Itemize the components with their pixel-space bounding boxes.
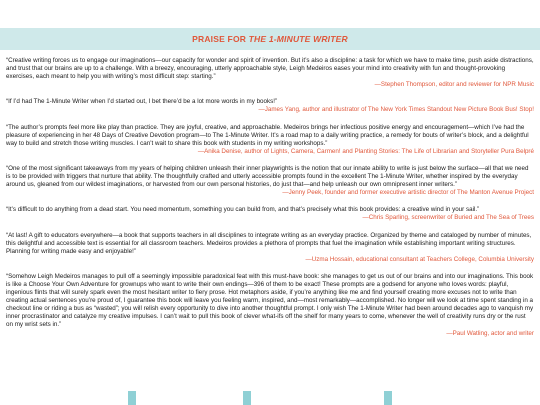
quote-attribution: —Chris Sparling, screenwriter of Buried and The Sea of Trees <box>362 214 534 222</box>
quote-text: “The author’s prompts feel more like play than practice. They are joyful, creative, and approachable. Medeiros brings her infectious positive energy and encouragement—which I’ve had the pleasure of experiencing in her 48 Days of Creative Devotion program—to The 1-Minute Writer. It’s a road map to a daily writing practice, a remedy for bouts of writer’s block, and a delightful way to build and stretch those writing muscles. I can’t wait to share this book with students in my writing workshops.” <box>6 123 529 147</box>
decorative-bar <box>128 391 136 405</box>
quote-text: “Creative writing forces us to engage our imaginations—our capacity for wonder and spirit of invention. But it’s also a discipline: a task for which we have to make time, push aside distractions, and trust that our brains are up to a challenge. With a breezy, encouraging, utterly approachable style, Leigh Medeiros eases your mind into creativity with fun and thought-provoking exercises, each meant to help you with writing’s most difficult step: starting.” <box>6 57 534 81</box>
quote-text: “One of the most significant takeaways from my years of helping children unleash their inner playwrights is the notion that our innate ability to write is just below the surface—all that we need is to be provided with triggers that nurture that ability. The thoughtfully crafted and utterly accessible prompts found in the excellent The 1-Minute Writer, whether inspired by the everyday around us, gleaned from our wildest imaginations, or harvested from our own personal histories, do just that—and help unleash our own omnipresent inner writers.” <box>6 164 529 189</box>
quote-attribution: —Stephen Thompson, editor and reviewer for NPR Music <box>374 81 534 89</box>
decorative-bar <box>243 391 251 405</box>
banner-title: THE 1-MINUTE WRITER <box>248 34 348 44</box>
quote-attribution: —Uzma Hossain, educational consultant at Teachers College, Columbia University <box>305 255 534 263</box>
quote-attribution: —Jenny Peek, founder and former executive artistic director of The Manton Avenue Project <box>282 189 534 197</box>
banner-prefix: PRAISE FOR <box>192 34 247 44</box>
quote-text: “Somehow Leigh Medeiros manages to pull off a seemingly impossible paradoxical feat with this must-have book: she manages to get us out of our brains and into our imaginations. This book is like a Choose Your Own Adventure for grownups who want to write their own endings—396 of them to be exact! These prompts are a godsend for anyone who loves words: playful, ingenious flints that will surely spark even the most hesitant writer to fiery prose. Hot metaphors aside, if you’re anything like me and find yourself creating more excuses not to write than creating actual sentences you’re proud of, I guarantee this book will leave you feeling warm, inspired, and—most remarkably—accomplished. No longer will we look at time spent standing in a checkout line or riding a bus as “wasted”; you will relish every opportunity to dive into another thoughtful prompt. I only wish The 1-Minute Writer had been around decades ago to vanquish my inner procrastinator and catalyze my creative impulses. I can’t wait to pull this book of clever what-ifs off the shelf for many years to come, whenever the well of creativity runs dry or the rust on my wrist sets in.” <box>6 272 534 329</box>
quote-text: “It’s difficult to do anything from a dead start. You need momentum, something you can build from, and that’s precisely what this book provides: a creative wind in your sail.” <box>6 206 480 214</box>
decorative-bars <box>0 391 540 405</box>
praise-banner <box>0 28 540 50</box>
quote-attribution: —James Yang, author and illustrator of The New York Times Standout New Picture Book Bus! Stop! <box>258 106 534 114</box>
praise-list <box>6 57 534 338</box>
quote-attribution: —Anika Denise, author of Lights, Camera, Carmen! and Planting Stories: The Life of Librarian and Storyteller Pura Belpré <box>197 147 534 155</box>
quote-text: “If I’d had The 1-Minute Writer when I’d started out, I bet there’d be a lot more words in my books!” <box>6 98 278 106</box>
decorative-bar <box>384 391 392 405</box>
quote-text: “At last! A gift to educators everywhere—a book that supports teachers in all disciplines to integrate writing as an everyday practice. Organized by theme and cataloged by number of minutes, this delightful and accessible text is essential for all classroom teachers. Medeiros provides a plethora of prompts that fuel the imagination while establishing important writing structures. Planning for writing made easy and enjoyable!” <box>6 231 532 255</box>
quote-attribution: —Paul Watling, actor and writer <box>446 329 534 337</box>
